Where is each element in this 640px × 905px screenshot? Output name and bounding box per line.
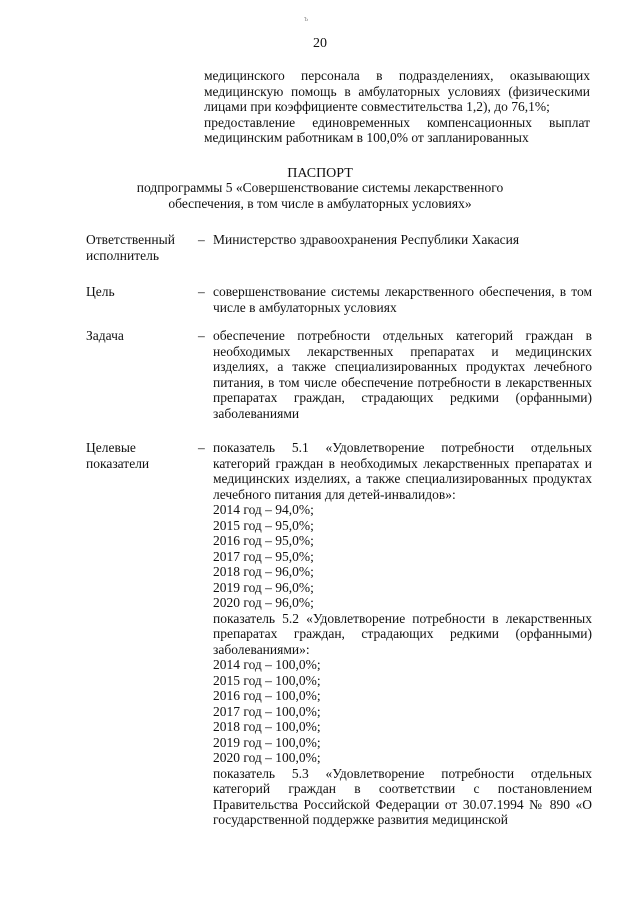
row-label: Целевые показатели [86,440,150,471]
passport-subtitle-text: подпрограммы 5 «Совершенствование системы лекарственного обеспечения, в том числе в амбулаторных условиях» [136,180,504,211]
year-value: 2018 год – 100,0%; [213,719,321,734]
year-value: 2016 год – 100,0%; [213,688,321,703]
year-value: 2014 год – 100,0%; [213,657,321,672]
passport-title: ПАСПОРТ [287,166,353,181]
row-dash: – [198,328,205,343]
year-value: 2019 год – 100,0%; [213,734,321,750]
row-label: Цель [86,284,115,299]
indicator-text: показатель 5.1 «Удовлетворение потребности отдельных категорий граждан в необходимых лекарственных препаратах и медицинских изделиях, а также специализированных продуктах лечебного питания для детей-инвалидов»: [213,440,592,502]
year-value: 2014 год – 94,0%; [213,502,314,517]
row-value: обеспечение потребности отдельных категорий граждан в необходимых лекарственных препаратах и медицинских изделиях, а также специализированных продуктах лечебного питания, в том числе обеспечение потребности в лекарственных препаратах граждан, страдающих редкими (орфанными) заболеваниями [213,328,592,421]
row-dash: – [198,440,205,455]
passport-subtitle [0,180,640,212]
year-value: 2017 год – 95,0%; [213,548,314,564]
intro-paragraph: медицинского персонала в подразделениях, оказывающих медицинскую помощь в амбулаторных условиях (физическими лицами при коэффициенте совместительства 1,2), до 76,1%; [204,68,590,114]
indicator-text: показатель 5.2 «Удовлетворение потребности в лекарственных препаратах граждан, страдающих редкими (орфанными) заболеваниями»: [213,610,592,657]
row-value: совершенствование системы лекарственного обеспечения, в том числе в амбулаторных условиях [213,284,592,315]
row-label: Ответственный исполнитель [86,232,175,263]
intro-paragraph: предоставление единовременных компенсационных выплат медицинским работникам в 100,0% от запланированных [204,114,590,145]
year-value: 2015 год – 100,0%; [213,672,321,688]
intro-text [204,68,590,146]
year-value: 2017 год – 100,0%; [213,703,321,719]
row-dash: – [198,232,205,247]
row-label: Задача [86,328,124,343]
year-value: 2016 год – 95,0%; [213,533,314,548]
page-number: 20 [313,36,327,51]
indicator-text: показатель 5.3 «Удовлетворение потребности отдельных категорий граждан в соответствии с постановлением Правительства Российской Федерации от 30.07.1994 № 890 «О государственной поддержке развития медицинской [213,765,592,827]
row-dash: – [198,284,205,299]
row-value: Министерство здравоохранения Республики Хакасия [213,232,520,247]
row-value [213,440,592,828]
year-value: 2019 год – 96,0%; [213,579,314,595]
scan-mark: ъ [304,14,309,23]
year-value: 2020 год – 96,0%; [213,595,314,610]
year-value: 2020 год – 100,0%; [213,750,321,765]
year-value: 2015 год – 95,0%; [213,517,314,533]
year-value: 2018 год – 96,0%; [213,564,314,579]
